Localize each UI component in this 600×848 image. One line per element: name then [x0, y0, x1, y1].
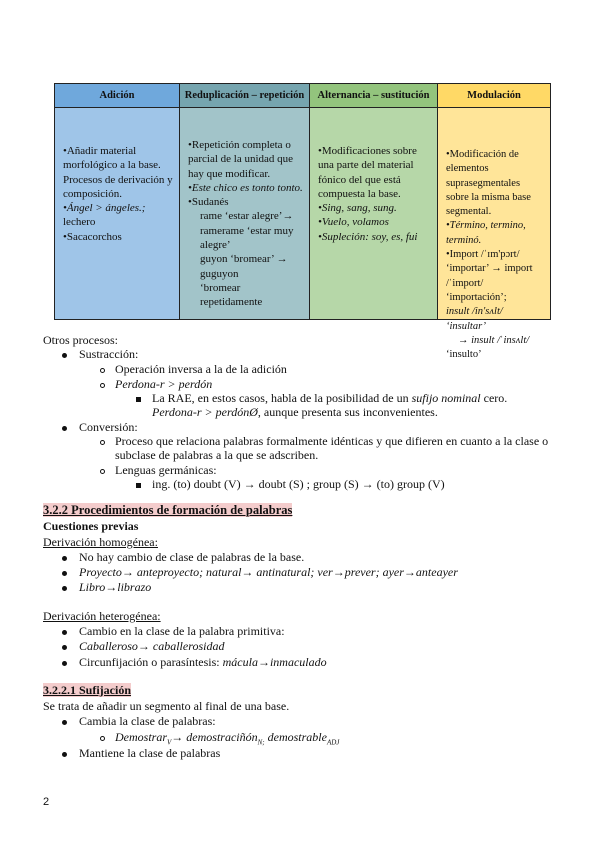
suf-ex-a: Demostrar — [115, 730, 168, 744]
altern-line: •Modificaciones sobre una parte del material fónico del que está compuesta la base. — [318, 145, 417, 200]
homogenea-heading: Derivación homogénea: — [43, 535, 158, 549]
homogenea-example-2: Libro→librazo — [79, 580, 152, 594]
sustraccion-label: Sustracción: — [79, 347, 139, 361]
adicion-line: •Añadir material morfológico a la base. Procesos de derivación y composición. — [63, 145, 173, 200]
modul-line: → insult /ˈinsʌlt/ — [458, 334, 530, 346]
rae-note-b: sufijo nominal — [411, 391, 481, 405]
sufijacion-def: Se trata de añadir un segmento al final de una base. — [43, 699, 290, 713]
page-number: 2 — [43, 796, 50, 808]
modul-line: ‘importar’ → import — [446, 263, 533, 275]
sufijacion-title-text: 3.2.2.1 Sufijación — [43, 683, 132, 697]
modul-line: ‘insulto’ — [446, 349, 482, 361]
suf-ex-b: → demostraciñón — [171, 730, 258, 744]
heterogenea-heading: Derivación heterogénea: — [43, 609, 161, 623]
rae-note-2a: Perdona-r > perdónØ — [152, 405, 258, 419]
rae-note-2 — [152, 405, 438, 420]
altern-line: •Sing, sang, sung. — [318, 202, 397, 215]
circle-bullet-icon — [100, 383, 105, 388]
modul-line: •Modificación de elementos suprasegmentales sobre la misma base segmental. — [446, 149, 531, 218]
sufijacion-line-2: Mantiene la clase de palabras — [79, 746, 221, 760]
modul-line: insult /in'sʌlt/ ‘insultar’ — [446, 306, 503, 332]
circle-bullet-icon — [100, 736, 105, 741]
otros-title: Otros procesos: — [43, 333, 118, 347]
circle-bullet-icon — [100, 368, 105, 373]
sustraccion-example: Perdona-r > perdón — [115, 377, 213, 391]
col-modulacion — [438, 84, 550, 361]
circle-bullet-icon — [100, 469, 105, 474]
parasintesis-example: mácula→inmaculado — [222, 655, 327, 669]
redup-line: •Repetición completa o parcial de la unidad que hay que modificar. — [188, 139, 294, 180]
sufijacion-title — [43, 683, 131, 698]
header-alternancia: Alternancia – sustitución — [310, 84, 437, 108]
bullet-icon — [62, 630, 67, 635]
heterogenea-line-2 — [79, 655, 327, 670]
adicion-line: •Ángel > ángeles.; — [63, 202, 146, 215]
section-title-text: 3.2.2 Procedimientos de formación de palabras — [43, 503, 293, 517]
redup-line: rame ‘estar alegre’→ — [200, 210, 294, 223]
homogenea-example: Proyecto→ anteproyecto; natural→ antinatural; ver→prever; ayer→anteayer — [79, 565, 458, 579]
rae-note-c: cero. — [480, 391, 508, 405]
col-adicion — [55, 84, 180, 319]
german-example: ing. (to) doubt (V) → doubt (S) ; group (S) → (to) group (V) — [152, 477, 445, 491]
cell-alternancia — [310, 108, 437, 244]
sustraccion-line: Operación inversa a la de la adición — [115, 362, 287, 376]
modul-line: /ˈimport/ ‘importación’; — [446, 277, 507, 303]
heterogenea-example: Caballeroso→ caballerosidad — [79, 639, 225, 653]
sufijacion-line: Cambia la clase de palabras: — [79, 714, 216, 728]
header-adicion: Adición — [55, 84, 179, 108]
conversion-line: Proceso que relaciona palabras formalmente idénticas y que difieren en cuanto a la clase o — [115, 434, 549, 448]
header-reduplicacion: Reduplicación – repetición — [180, 84, 309, 108]
heterogenea-line: Cambio en la clase de la palabra primitiva: — [79, 624, 285, 638]
suf-ex-sub-adj: ADJ — [326, 738, 340, 747]
cuestiones-heading: Cuestiones previas — [43, 519, 139, 533]
circle-bullet-icon — [100, 440, 105, 445]
bullet-icon — [62, 353, 67, 358]
adicion-line: •Sacacorchos — [63, 230, 122, 243]
redup-line: ‘bromear repetidamente — [200, 281, 263, 309]
bullet-icon — [62, 586, 67, 591]
redup-line: •Este chico es tonto tonto. — [188, 181, 303, 194]
modul-line: •Término, termino, terminó. — [446, 220, 526, 246]
bullet-icon — [62, 571, 67, 576]
bullet-icon — [62, 556, 67, 561]
conversion-line-2: subclase de palabras a la que se adscriben. — [115, 448, 319, 462]
redup-line: ramerame ‘estar muy alegre’ — [200, 224, 294, 252]
altern-line: •Vuelo, volamos — [318, 216, 389, 229]
bullet-icon — [62, 645, 67, 650]
col-reduplicacion — [180, 84, 310, 319]
rae-note-a: La RAE, en estos casos, habla de la posibilidad de un — [152, 391, 412, 405]
cell-modulacion — [438, 108, 550, 362]
square-bullet-icon — [136, 483, 141, 488]
conversion-label: Conversión: — [79, 420, 138, 434]
cell-reduplicacion — [180, 108, 309, 310]
redup-line: •Sudanés — [188, 196, 229, 209]
lenguas-label: Lenguas germánicas: — [115, 463, 217, 477]
col-alternancia — [310, 84, 438, 319]
adicion-line: lechero — [63, 216, 96, 229]
bullet-icon — [62, 426, 67, 431]
section-title — [43, 503, 292, 518]
header-modulacion: Modulación — [438, 84, 550, 108]
square-bullet-icon — [136, 397, 141, 402]
bullet-icon — [62, 661, 67, 666]
rae-note-2b: , aunque presenta sus inconvenientes. — [257, 405, 438, 419]
altern-line: •Supleción: soy, es, fui — [318, 230, 418, 243]
parasintesis-label: Circunfijación o parasíntesis: — [79, 655, 223, 669]
modul-line: •Import /ˈɪm'pɔrt/ — [446, 249, 520, 261]
suf-ex-sub-n: N; — [257, 738, 265, 747]
bullet-icon — [62, 720, 67, 725]
suf-ex-sub-v: V — [167, 738, 172, 747]
homogenea-line: No hay cambio de clase de palabras de la base. — [79, 550, 305, 564]
bullet-icon — [62, 752, 67, 757]
suf-ex-c: demostrable — [264, 730, 327, 744]
redup-line: guyon ‘bromear’ → guguyon — [200, 253, 288, 280]
rae-note — [152, 391, 507, 406]
cell-adicion — [55, 108, 179, 244]
